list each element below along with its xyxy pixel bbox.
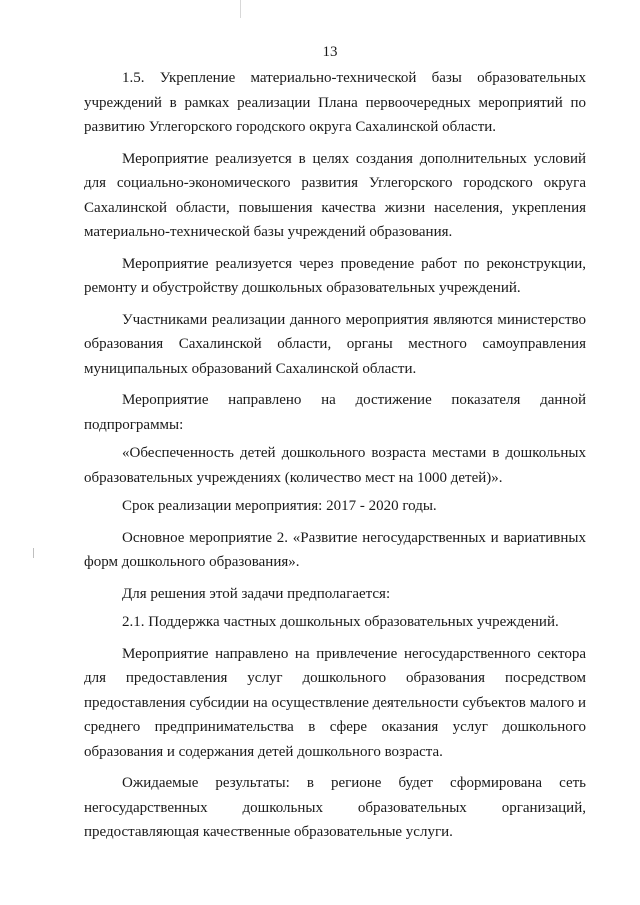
- document-body: [84, 66, 586, 845]
- paragraph-expected-results: Ожидаемые результаты: в регионе будет сформирована сеть негосударственных дошкольных образовательных организаций, предоставляющая качественные образовательные услуги.: [84, 775, 586, 840]
- paragraph-subsidy: Мероприятие направлено на привлечение негосударственного сектора для предоставления услуг дошкольного образования посредством предоставления субсидии на осуществление деятельности субъектов малого и среднего предпринимательства в сфере оказания услуг дошкольного образования и содержания детей дошкольного возраста.: [84, 645, 586, 760]
- page-number: 13: [322, 44, 338, 60]
- paragraph-method: Мероприятие реализуется через проведение работ по реконструкции, ремонту и обустройству дошкольных образовательных учреждений.: [84, 255, 586, 296]
- paragraph-participants: Участниками реализации данного мероприятия являются министерство образования Сахалинской области, органы местного самоуправления муниципальных образований Сахалинской области.: [84, 311, 586, 377]
- paragraph-indicator-intro: Мероприятие направлено на достижение показателя данной подпрограммы:: [84, 392, 586, 433]
- paragraph-goal: Мероприятие реализуется в целях создания дополнительных условий для социально-экономического развития Углегорского городского округа Сахалинской области, повышения качества жизни населения, укрепления материально-технической базы учреждений образования.: [84, 150, 586, 240]
- paragraph-main-activity-2: Основное мероприятие 2. «Развитие негосударственных и вариативных форм дошкольного образования».: [84, 529, 586, 570]
- scan-artifact-mark: [240, 0, 241, 18]
- scan-edge-mark: [33, 548, 34, 558]
- paragraph-section-2-1: 2.1. Поддержка частных дошкольных образовательных учреждений.: [122, 614, 559, 630]
- paragraph-task-intro: Для решения этой задачи предполагается:: [122, 585, 391, 602]
- paragraph-section-1-5: 1.5. Укрепление материально-технической базы образовательных учреждений в рамках реализации Плана первоочередных мероприятий по развитию Углегорского городского округа Сахалинской области.: [84, 70, 586, 135]
- paragraph-term: Срок реализации мероприятия: 2017 - 2020 годы.: [122, 498, 437, 514]
- paragraph-indicator-quote: «Обеспеченность детей дошкольного возраста местами в дошкольных образовательных учреждениях (количество мест на 1000 детей)».: [84, 445, 586, 486]
